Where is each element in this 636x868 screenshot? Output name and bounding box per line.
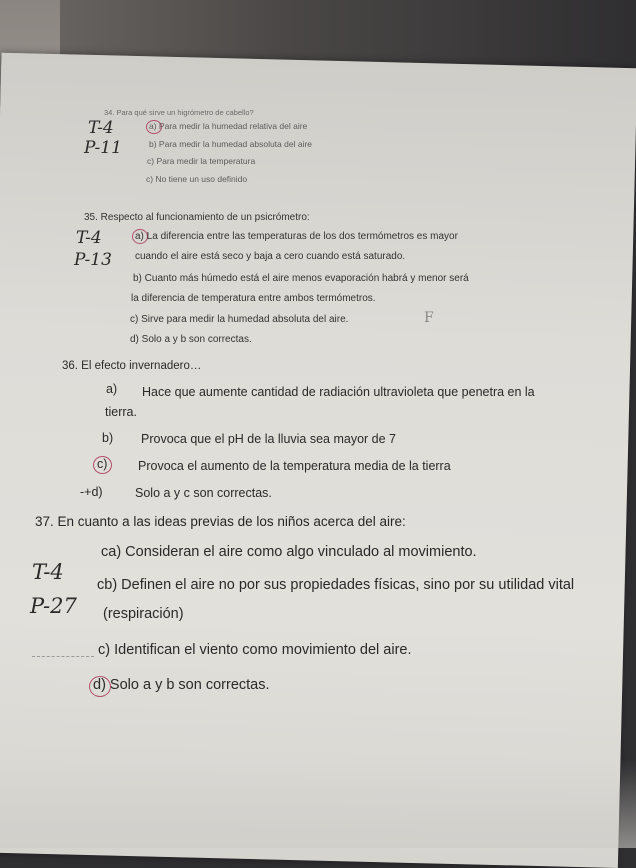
q34-option-a: a) Para medir la humedad relativa del aire bbox=[149, 121, 308, 131]
q36-option-d-letter: -+d) bbox=[80, 485, 103, 499]
q34-stem: 34. Para qué sirve un higrómetro de cabello? bbox=[104, 108, 254, 117]
q35-option-b-line1: b) Cuanto más húmedo está el aire menos evaporación habrá y menor será bbox=[133, 273, 469, 284]
q36-option-d-text: Solo a y c son correctas. bbox=[135, 486, 272, 500]
q37-option-b-line1: cb) Definen el aire no por sus propiedades físicas, sino por su utilidad vital bbox=[97, 577, 575, 593]
q35-note-p: P-13 bbox=[74, 250, 112, 270]
q37-option-b-line2: (respiración) bbox=[103, 606, 184, 622]
q37-option-c: c) Identifican el viento como movimiento del aire. bbox=[98, 642, 412, 658]
q37-option-a: ca) Consideran el aire como algo vinculado al movimiento. bbox=[101, 544, 477, 560]
q37-stem: 37. En cuanto a las ideas previas de los niños acerca del aire: bbox=[35, 514, 406, 529]
q37-note-p: P-27 bbox=[30, 594, 77, 618]
q36-option-c-text: Provoca el aumento de la temperatura media de la tierra bbox=[138, 459, 451, 473]
bottom-shadow bbox=[0, 760, 636, 848]
q37-note-t: T-4 bbox=[32, 560, 64, 584]
q36-option-c-letter: c) bbox=[97, 457, 108, 471]
q35-option-a-line1: a) La diferencia entre las temperaturas de los dos termómetros es mayor bbox=[135, 231, 458, 242]
q34-option-d: c) No tiene un uso definido bbox=[146, 174, 248, 184]
q36-option-b-text: Provoca que el pH de la lluvia sea mayor de 7 bbox=[141, 432, 397, 446]
q35-option-c: c) Sirve para medir la humedad absoluta del aire. bbox=[130, 314, 349, 325]
q37-dashed-mark bbox=[32, 656, 94, 658]
q36-option-a-letter: a) bbox=[106, 382, 118, 396]
q36-option-b-letter: b) bbox=[102, 431, 114, 445]
q35-note-t: T-4 bbox=[76, 228, 102, 248]
q34-note-p: P-11 bbox=[84, 138, 122, 158]
q35-option-a-line2: cuando el aire está seco y baja a cero cuando está saturado. bbox=[135, 251, 406, 262]
q36-option-a-line1: Hace que aumente cantidad de radiación ultravioleta que penetra en la bbox=[142, 385, 535, 399]
q34-option-b: b) Para medir la humedad absoluta del aire bbox=[149, 139, 313, 149]
q34-note-t: T-4 bbox=[88, 118, 114, 138]
q36-option-a-line2: tierra. bbox=[105, 405, 137, 419]
q35-stem: 35. Respecto al funcionamiento de un psicrómetro: bbox=[84, 212, 310, 223]
q35-option-b-line2: la diferencia de temperatura entre ambos termómetros. bbox=[131, 293, 376, 304]
q35-margin-mark: F bbox=[424, 310, 434, 326]
q36-stem: 36. El efecto invernadero… bbox=[62, 360, 202, 372]
q37-option-d: d) Solo a y b son correctas. bbox=[93, 677, 270, 693]
q35-option-d: d) Solo a y b son correctas. bbox=[130, 334, 252, 345]
q34-option-c: c) Para medir la temperatura bbox=[147, 156, 256, 166]
